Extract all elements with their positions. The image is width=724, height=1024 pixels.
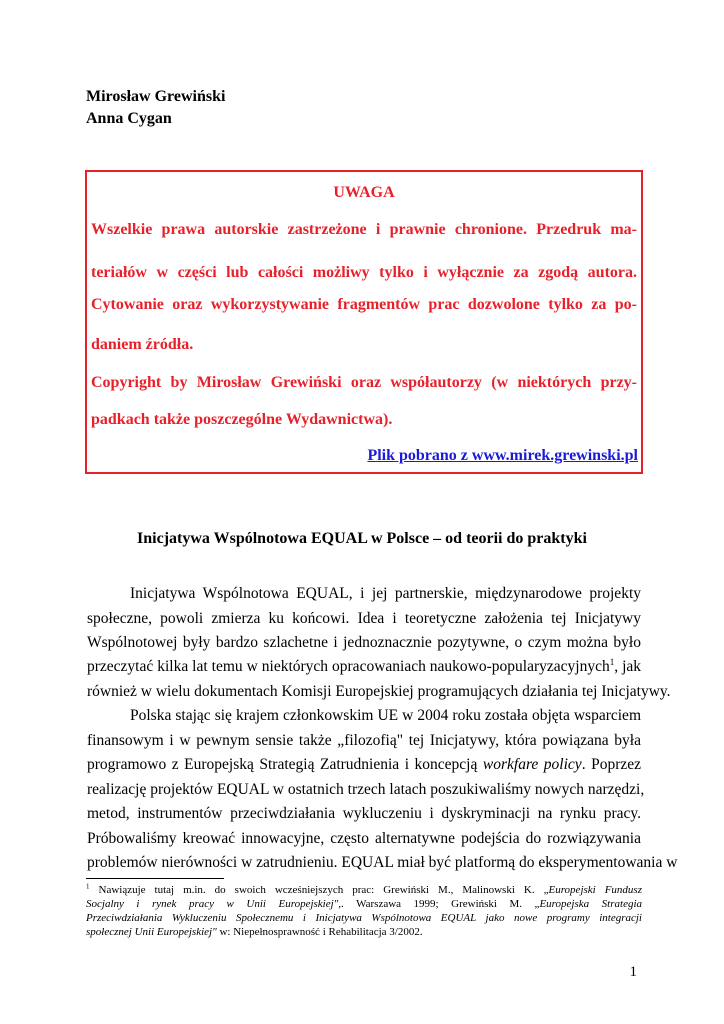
body-text-line — [87, 756, 641, 774]
footnote-text-italic: Socjalny i rynek pracy w Unii Europejskiej" — [86, 898, 339, 910]
notice-line: daniem źródła. — [91, 336, 194, 353]
body-text-line: finansowym i w pewnym sensie także „filozofią" tej Inicjatywy, która powiązana była — [87, 732, 641, 749]
body-text-italic: workfare policy — [482, 756, 582, 773]
footnote-line — [86, 898, 642, 910]
body-text-line: problemów nierówności w zatrudnieniu. EQUAL miał być platformą do eksperymentowania w — [87, 854, 678, 871]
download-source-link[interactable]: Plik pobrano z www.mirek.grewinski.pl — [367, 447, 638, 464]
footnote-line — [86, 884, 642, 896]
notice-line: padkach także poszczególne Wydawnictwa). — [91, 411, 393, 428]
body-text-line: również w wielu dokumentach Komisji Europejskiej programujących działania tej Inicjatywy. — [87, 683, 671, 700]
footnote-text-italic: społecznej Unii Europejskiej" — [86, 926, 217, 938]
body-text-line: Wspólnotowej były bardzo szlachetne i jednoznacznie pozytywne, o czym można było — [87, 634, 641, 651]
footnote-text: Nawiązuje tutaj m.in. do swoich wcześniejszych prac: Grewiński M., Malinowski K. „ — [89, 884, 549, 896]
footnote-text-italic: Przeciwdziałania Wykluczeniu Społecznemu i Inicjatywa Wspólnotowa EQUAL jako nowe programy integracji — [86, 912, 642, 924]
body-text: , jak — [614, 658, 642, 675]
notice-line: teriałów w części lub całości możliwy tylko i wyłącznie za zgodą autora. — [91, 264, 637, 281]
body-text-line — [87, 658, 641, 676]
body-text-line: społeczne, powoli zmierza ku końcowi. Idea i teoretyczne założenia tej Inicjatywy — [87, 610, 641, 627]
footnote-text-italic: Europejski Fundusz — [548, 884, 642, 896]
body-text: . Poprzez — [581, 756, 642, 773]
footnote-reference[interactable]: 1 — [609, 656, 615, 667]
footnote-number: 1 — [86, 882, 90, 891]
author-list — [86, 86, 225, 130]
notice-title: UWAGA — [333, 184, 395, 201]
notice-line: Cytowanie oraz wykorzystywanie fragmentów prac dozwolone tylko za po- — [91, 296, 637, 313]
body-text-line: metod, instrumentów przeciwdziałania wykluczeniu i dyskryminacji na rynku pracy. — [87, 805, 641, 822]
notice-line: Wszelkie prawa autorskie zastrzeżone i prawnie chronione. Przedruk ma- — [91, 221, 637, 238]
footnote-text-italic: Europejska Strategia — [539, 898, 643, 910]
article-title: Inicjatywa Wspólnotowa EQUAL w Polsce – od teorii do praktyki — [137, 530, 587, 547]
body-text-line: realizację projektów EQUAL w ostatnich trzech latach poszukiwaliśmy nowych narzędzi, — [87, 781, 645, 798]
copyright-notice-box — [85, 170, 643, 474]
page-number: 1 — [629, 964, 637, 980]
footnote-text: w: Niepełnosprawność i Rehabilitacja 3/2002. — [216, 926, 423, 938]
author-name: Mirosław Grewiński — [86, 88, 226, 105]
body-text: przeczytać kilka lat temu w niektórych opracowaniach naukowo-popularyzacyjnych — [87, 658, 610, 675]
body-text-line: Próbowaliśmy kreować innowacyjne, często alternatywne podejścia do rozwiązywania — [87, 830, 641, 847]
footnote-separator — [86, 878, 224, 879]
body-text-line: Polska stając się krajem członkowskim UE w 2004 roku została objęta wsparciem — [130, 707, 641, 724]
notice-line: Copyright by Mirosław Grewiński oraz współautorzy (w niektórych przy- — [91, 374, 637, 391]
author-name: Anna Cygan — [86, 110, 172, 127]
footnote-text: ,. Warszawa 1999; Grewiński M. „ — [338, 898, 540, 910]
footnote-line — [86, 912, 642, 924]
body-text-line: Inicjatywa Wspólnotowa EQUAL, i jej partnerskie, międzynarodowe projekty — [130, 585, 641, 602]
body-text: programowo z Europejską Strategią Zatrudnienia i koncepcją — [87, 756, 483, 773]
footnote-line — [86, 926, 642, 938]
